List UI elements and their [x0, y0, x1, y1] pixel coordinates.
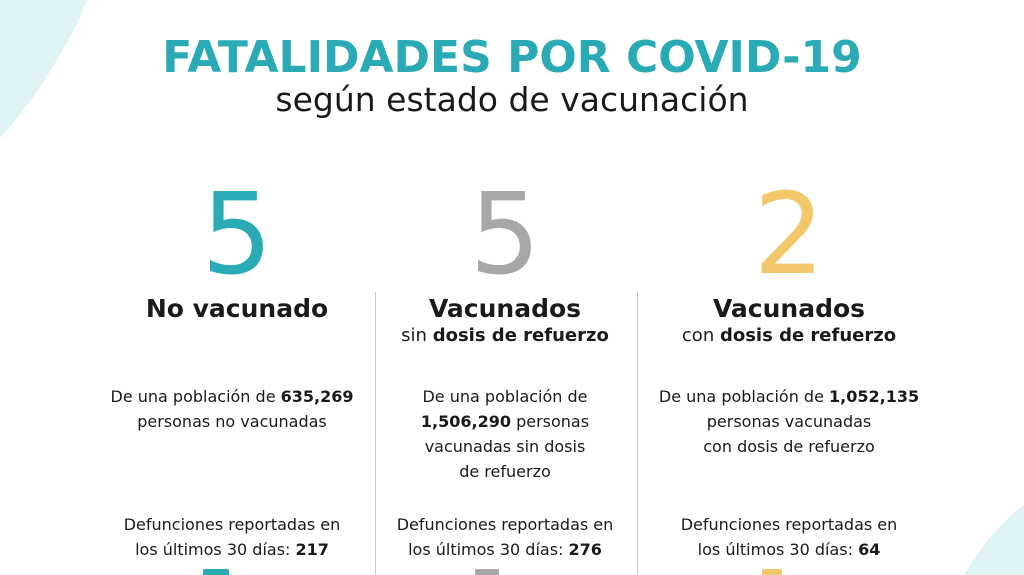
column-vaccinated-booster: [656, 170, 922, 348]
population-prefix: De una población de: [422, 387, 588, 406]
label-vaccinated-no-booster: Vacunados: [428, 294, 582, 323]
deaths-vaccinated-booster: [646, 512, 932, 562]
deaths-line1: Defunciones reportadas en: [396, 515, 614, 534]
count-unvaccinated: 5: [201, 170, 273, 300]
column-divider-2: [637, 292, 638, 575]
deaths-line2: los últimos 30 días:: [135, 540, 296, 559]
population-line3: con dosis de refuerzo: [703, 437, 875, 456]
deaths-unvaccinated: [96, 512, 368, 562]
count-vaccinated-no-booster: 5: [469, 170, 541, 300]
page-title: FATALIDADES POR COVID-19: [162, 32, 862, 83]
cutoff-mark-gray: [475, 569, 499, 575]
count-vaccinated-booster: 2: [753, 170, 825, 300]
sublabel-bold: dosis de refuerzo: [432, 325, 609, 346]
population-prefix: De una población de: [658, 387, 830, 406]
deaths-line2: los últimos 30 días:: [697, 540, 859, 559]
cutoff-mark-gold: [762, 569, 782, 575]
deaths-number: 217: [295, 540, 329, 559]
population-suffix: personas: [511, 412, 590, 431]
deaths-number: 276: [568, 540, 602, 559]
population-unvaccinated: [96, 384, 368, 434]
deaths-line2: los últimos 30 días:: [408, 540, 569, 559]
sublabel-prefix: con: [681, 325, 720, 346]
page-subtitle: según estado de vacunación: [275, 80, 749, 119]
population-vaccinated-booster: [646, 384, 932, 459]
column-vaccinated-no-booster: [374, 170, 636, 348]
label-vaccinated-booster: Vacunados: [712, 294, 866, 323]
deaths-number: 64: [858, 540, 881, 559]
bottom-right-blob: [964, 505, 1024, 575]
population-number: 1,052,135: [829, 387, 920, 406]
deaths-vaccinated-no-booster: [374, 512, 636, 562]
population-vaccinated-no-booster: [374, 384, 636, 484]
deaths-line1: Defunciones reportadas en: [123, 515, 341, 534]
population-number: 635,269: [280, 387, 354, 406]
population-suffix: personas no vacunadas: [137, 412, 327, 431]
population-line3: vacunadas sin dosis: [424, 437, 586, 456]
population-line2: personas vacunadas: [706, 412, 872, 431]
population-prefix: De una población de: [110, 387, 281, 406]
deaths-line1: Defunciones reportadas en: [680, 515, 898, 534]
cutoff-mark-teal: [203, 569, 229, 575]
sublabel-prefix: sin: [401, 325, 433, 346]
column-unvaccinated: [106, 170, 368, 324]
population-line4: de refuerzo: [459, 462, 551, 481]
sublabel-bold: dosis de refuerzo: [719, 325, 897, 346]
population-number: 1,506,290: [420, 412, 511, 431]
sublabel-vaccinated-no-booster: [374, 324, 636, 348]
sublabel-vaccinated-booster: [656, 324, 922, 348]
label-unvaccinated: No vacunado: [145, 294, 329, 323]
